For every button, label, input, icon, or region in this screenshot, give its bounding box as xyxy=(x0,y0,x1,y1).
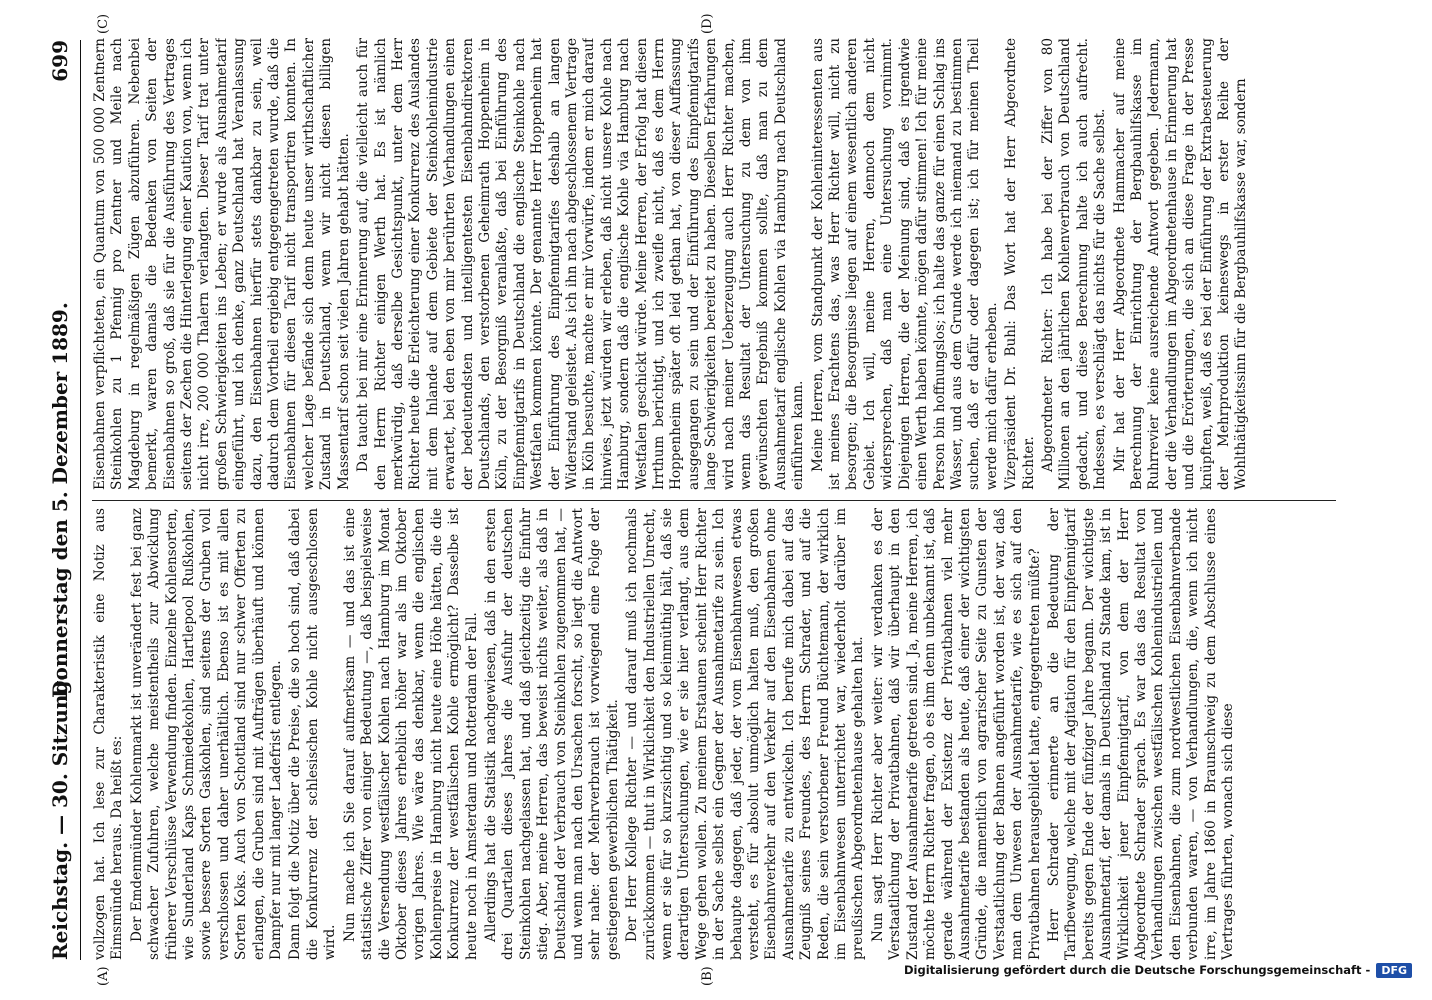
paragraph: Nun mache ich Sie darauf aufmerksam — und das ist eine statistische Ziffer von einiger Bedeutung —, daß beispielsweise die Versendung westfälischer Kohlen nach Hamburg im Monat Oktober dieses Jahres erheblich höher war als im Oktober vorigen Jahres. Wie wäre das denkbar, wenn die englischen Kohlenpreise in Hamburg nicht heute eine Höhe hätten, die die Konkurrenz der westfälischen Kohle ermöglicht? Dasselbe ist heute noch in Amsterdam und Rotterdam der Fall. xyxy=(341,508,480,960)
header-session: Reichstag. — 30. Sitzung. xyxy=(48,673,72,960)
paragraph: Allerdings hat die Statistik nachgewiesen, daß in den ersten drei Quartalen dieses Jahres die Ausfuhr der deutschen Steinkohlen nachgelassen hat, und daß gleichzeitig die Einfuhr stieg. Aber, meine Herren, das beweist nichts weiter, als daß in Deutschland der Verbrauch von Steinkohlen zugenommen hat, — und wenn man nach den Ursachen forscht, so liegt die Antwort sehr nahe: der Mehrverbrauch ist vorwiegend eine Folge der gestiegenen gewerblichen Thätigkeit. xyxy=(482,508,621,960)
dfg-logo: DFG xyxy=(1376,963,1412,978)
paragraph: Da taucht bei mir eine Erinnerung auf, die vielleicht auch für den Herrn Richter einigen Werth hat. Es ist nämlich merkwürdig, daß derselbe Gesichtspunkt, unter dem Herr Richter heute die Erleichterung einer Konkurrenz des Auslandes mit dem Inlande auf dem Gebiete der Steinkohlenindustrie erwartet, bei den eben von mir berührten Verhandlungen einen der bedeutendsten und intelligentesten Eisenbahndirektoren Deutschlands, den verstorbenen Geheimrath Hoppenheim in Köln, zu der Besorgniß veranlaßte, daß bei Einführung des Einpfennigtarifs in Deutschland die englische Steinkohle nach Westfalen kommen könnte. Der genannte Herr Hoppenheim hat der Einführung des Einpfennigtarifes deshalb an langen Widerstand geleistet. Als ich ihn nach abgeschlossenem Vertrage in Köln besuchte, machte er mir Vorwürfe, indem er mich darauf hinwies, jetzt würden wir erleben, daß nicht unsere Kohle nach Hamburg, sondern daß die englische Kohle via Hamburg nach Westfalen geschickt würde. Meine Herren, der Erfolg hat diesen Irrthum berichtigt, und ich zweifle nicht, daß es dem Herrn Hoppenheim später oft leid gethan hat, von dieser Auffassung ausgegangen zu sein und der Einführung des Einpfennigtarifs lange Schwierigkeiten bereitet zu haben. Dieselben Erfahrungen wird nach meiner Ueberzeugung auch Herr Richter machen, wenn das Resultat der Untersuchung zu dem von ihm gewünschten Ergebniß kommen sollte, daß man zu dem Ausnahmetarif englische Kohlen via Hamburg nach Deutschland einführen kann. xyxy=(355,38,807,490)
margin-mark-d: (D) xyxy=(700,13,715,34)
paragraph: Nun sagt Herr Richter aber weiter: wir verdanken es der Verstaatlichung der Privatbahnen, daß wir überhaupt in den Zustand der Ausnahmetarife getreten sind. Ja, meine Herren, ich möchte Herrn Richter fragen, ob es ihm denn unbekannt ist, daß gerade während der Existenz der Privatbahnen viel mehr Ausnahmetarife bestanden als heute, daß einer der wichtigsten Gründe, die namentlich von agrarischer Seite zu Gunsten der Verstaatlichung der Bahnen angeführt worden ist, der war, daß man dem Unwesen der Ausnahmetarife, wie es sich auf den Privatbahnen herausgebildet hatte, entgegentreten müßte? xyxy=(869,508,1043,960)
paragraph: Der Herr Kollege Richter — und darauf muß ich nochmals zurückkommen — thut in Wirklichkeit den Industriellen Unrecht, wenn er sie für so kurzsichtig und so kleinmüthig hält, daß sie derartigen Untersuchungen, wie er sie hier verlangt, aus dem Wege gehen wollen. Zu meinem Erstaunen scheint Herr Richter in der Sache selbst ein Gegner der Ausnahmetarife zu sein. Ich behaupte dagegen, daß jeder, der vom Eisenbahnwesen etwas versteht, es für absolut unmöglich halten muß, den großen Eisenbahnverkehr auf den Verkehr auf den Eisenbahnen ohne Ausnahmetarife zu entwickeln. Ich berufe mich dabei auf das Zeugniß seines Freundes, des Herrn Schrader, und auf die Reden, die sein verstorbener Freund Büchtemann, der wirklich im Eisenbahnwesen unterrichtet war, wiederholt darüber im preußischen Abgeordnetenhause gehalten hat. xyxy=(624,508,867,960)
margin-mark-b: (B) xyxy=(700,966,715,986)
left-column xyxy=(92,508,1336,960)
digitization-credit xyxy=(20,963,1412,978)
paragraph: Abgeordneter Richter: Ich habe bei der Ziffer von 80 Millionen an den jährlichen Kohlenverbrauch von Deutschland gedacht, und diese Berechnung halte ich auch aufrecht. Indessen, es verschlägt das nichts für die Sache selbst. xyxy=(1039,38,1109,490)
header-date: Donnerstag den 5. Dezember 1889. xyxy=(48,302,72,698)
paragraph: Dann folgt die Notiz über die Preise, die so hoch sind, daß dabei die Konkurrenz der schlesischen Kohle nicht ausgeschlossen wird. xyxy=(287,508,339,960)
margin-mark-a: (A) xyxy=(96,966,111,986)
margin-mark-c: (C) xyxy=(96,13,111,34)
paragraph: vollzogen hat. Ich lese zur Charakteristik eine Notiz aus Eimsmünde heraus. Da heißt es: xyxy=(92,508,126,960)
header-page-number: 699 xyxy=(48,40,72,82)
paragraph: Herr Schrader erinnerte an die Bedeutung der Tarifbewegung, welche mit der Agitation für den Einpfennigtarif bereits gegen Ende der fünfziger Jahre begann. Der wichtigste Ausnahmetarif, der damals in Deutschland zu Stande kam, ist in Wirklichkeit jener Einpfennigtarif, von dem der Herr Abgeordnete Schrader sprach. Es war das das Resultat von Verhandlungen zwischen westfälischen Kohlenindustriellen und den Eisenbahnen, die zum nordwestlichen Eisenbahnverbande verbunden waren, — von Verhandlungen, die, wenn ich nicht irre, im Jahre 1860 in Braunschweig zu dem Abschlusse eines Vertrages führten, wonach sich diese xyxy=(1045,508,1236,960)
paragraph: Meine Herren, vom Standpunkt der Kohleninteressenten aus ist meines Erachtens das, was Herr Richter will, nicht zu besorgen; die Besorgnisse liegen auf einem wesentlich anderen Gebiet. Ich will, meine Herren, dennoch dem nicht widersprechen, daß man eine Untersuchung vornimmt. Diejenigen Herren, die der Meinung sind, daß es irgendwie einen Werth haben könnte, mögen dafür stimmen! Ich für meine Person bin hoffnungslos; ich halte das ganze für einen Schlag ins Wasser, und aus dem Grunde werde ich niemand zu bestimmen suchen, daß er dafür oder dagegen ist; ich für meinen Theil werde mich dafür erheben. xyxy=(809,38,1000,490)
column-divider xyxy=(92,500,1336,501)
paragraph: Eisenbahnen verpflichteten, ein Quantum von 500 000 Zentnern Steinkohlen zu 1 Pfennig pro Zentner und Meile nach Magdeburg in regelmäßigen Zügen abzuführen. Nebenbei bemerkt, waren damals die Bedenken von Seiten der Eisenbahnen so groß, daß sie für die Ausführung des Vertrages seitens der Zechen die Hinterlegung einer Kaution von, wenn ich nicht irre, 200 000 Thalern verlangten. Dieser Tarif trat unter großen Schwierigkeiten ins Leben; er wurde als Ausnahmetarif eingeführt, und ich denke, ganz Deutschland hat Veranlassung dazu, den Eisenbahnen hierfür stets dankbar zu sein, weil dadurch dem Vortheil ergiebig entgegengetreten wurde, daß die Eisenbahnen für diesen Tarif nicht transportiren konnten. In welcher Lage befände sich denn heute unser wirthschaftlicher Zustand in Deutschland, wenn wir nicht diesen billigen Massentarif schon seit vielen Jahren gehabt hätten. xyxy=(92,38,352,490)
right-column xyxy=(92,38,1336,490)
paragraph: Mir hat der Herr Abgeordnete Hammacher auf meine Berechnung der Einrichtung der Bergbauhilfskasse im Ruhrrevier keine ausreichende Antwort gegeben. Jedermann, der die Verhandlungen im Abgeordnetenhause in Erinnerung hat und die Erörterungen, die sich an diese Frage in der Presse knüpften, weiß, daß es bei der Einführung der Extrabesteuerung der Mehrproduktion keineswegs in erster Reihe der Wohlthätigkeitssinn für die Bergbauhilfskasse war, sondern xyxy=(1111,38,1250,490)
page-header xyxy=(40,40,81,960)
paragraph: Vizepräsident Dr. Buhl: Das Wort hat der Herr Abgeordnete Richter. xyxy=(1003,38,1037,490)
credit-text: Digitalisierung gefördert durch die Deutsche Forschungsgemeinschaft - xyxy=(903,963,1371,977)
paragraph: Der Emdenmünder Kohlenmarkt ist unverändert fest bei ganz schwacher Zufuhren, welche meistentheils zur Abwicklung früherer Verschlüsse Verwendung finden. Einzelne Kohlensorten, wie Sunderland Kaps Schmiedekohlen, Hartlepool Rußkohlen, sowie bessere Sorten Gaskohlen, sind seitens der Gruben voll verschlossen und daher unerhältlich. Ebenso ist es mit allen Sorten Koks. Auch von Schottland sind nur schwer Offerten zu erlangen, die Gruben sind mit Aufträgen überhäuft und können Dampfer nur mit langer Ladefrist entlegen. xyxy=(128,508,285,960)
